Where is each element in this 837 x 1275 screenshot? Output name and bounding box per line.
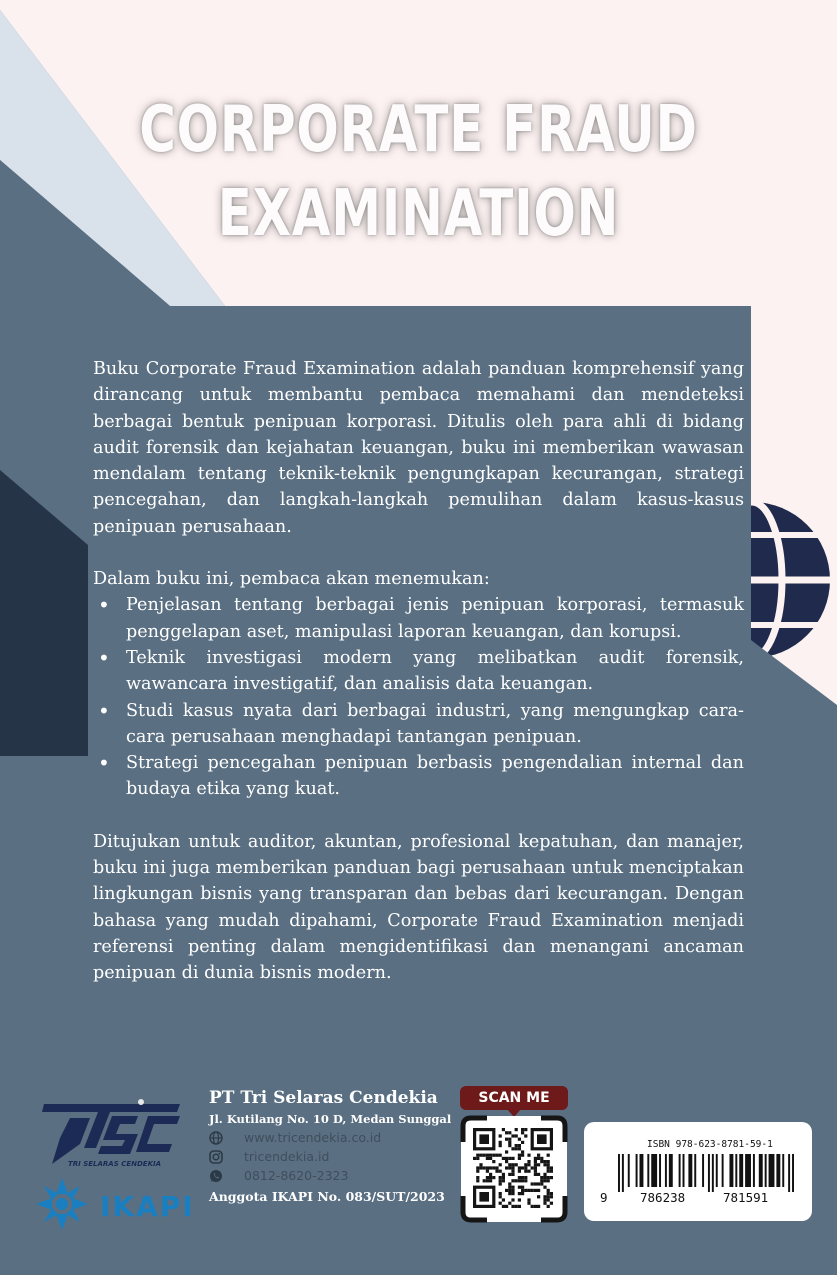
feature-list [93,592,744,802]
feature-list-item: • Strategi pencegahan penipuan berbasis pengendalian internal dan budaya etika yang kuat. [126,750,744,803]
list-intro: Dalam buku ini, pembaca akan menemukan: [93,569,490,590]
ikapi-logo [34,1176,196,1232]
publisher-address: Jl. Kutilang No. 10 D, Medan Sunggal [209,1112,452,1126]
synopsis-paragraph-1: Buku Corporate Fraud Examination adalah panduan komprehensif yang dirancang untuk membantu pembaca memahami dan mendeteksi berbagai bentuk penipuan korporasi. Ditulis oleh para ahli di bidang audit forensik dan kejahatan keuangan, buku ini memberikan wawasan mendalam tentang teknik-teknik pengungkapan kecurangan, strategi pencegahan, dan langkah-langkah pemulihan dalam kasus-kasus penipuan perusahaan. [93,359,744,537]
phone-row [209,1166,451,1185]
tsc-logo-subtitle: TRI SELARAS CENDEKIA [68,1160,162,1168]
book-title-line-2: EXAMINATION [217,177,620,251]
book-title-line-1: CORPORATE FRAUD [139,93,698,167]
whatsapp-icon [209,1169,223,1183]
phone-number[interactable]: 0812-8620-2323 [244,1168,349,1183]
tsc-logo [40,1098,186,1170]
instagram-handle[interactable]: tricendekia.id [244,1149,330,1164]
barcode-digit-first: 9 [600,1190,608,1205]
globe-icon [209,1131,223,1145]
book-title [92,88,745,256]
instagram-icon [209,1150,223,1164]
synopsis [93,356,744,987]
barcode-digits-left: 786238 [640,1190,686,1205]
feature-list-item: • Teknik investigasi modern yang melibatkan audit forensik, wawancara investigatif, dan analisis data keuangan. [126,645,744,698]
scan-me-label: SCAN ME [460,1086,568,1110]
isbn-label: ISBN 978-623-8781-59-1 [647,1139,773,1150]
ikapi-logo-text: IKAPI [100,1190,195,1223]
publisher-name: PT Tri Selaras Cendekia [209,1088,438,1108]
synopsis-paragraph-2: Ditujukan untuk auditor, akuntan, profesional kepatuhan, dan manajer, buku ini juga memberikan panduan bagi perusahaan untuk menciptakan lingkungan bisnis yang transparan dan bebas dari kecurangan. Dengan bahasa yang mudah dipahami, Corporate Fraud Examination menjadi referensi penting dalam mengidentifikasi dan menangani ancaman penipuan di dunia bisnis modern. [93,831,744,984]
website-link[interactable]: www.tricendekia.co.id [244,1130,382,1145]
publisher-info [209,1087,451,1204]
feature-list-item: • Penjelasan tentang berbagai jenis penipuan korporasi, termasuk penggelapan aset, manipulasi laporan keuangan, dan korupsi. [126,592,744,645]
instagram-row [209,1147,451,1166]
feature-list-item: • Studi kasus nyata dari berbagai industri, yang mengungkap cara-cara perusahaan menghadapi tantangan penipuan. [126,698,744,751]
website-row [209,1128,451,1147]
ikapi-membership: Anggota IKAPI No. 083/SUT/2023 [209,1189,445,1204]
barcode-icon [618,1154,794,1192]
qr-code-icon[interactable] [459,1114,569,1224]
barcode-digits-right: 781591 [723,1190,769,1205]
